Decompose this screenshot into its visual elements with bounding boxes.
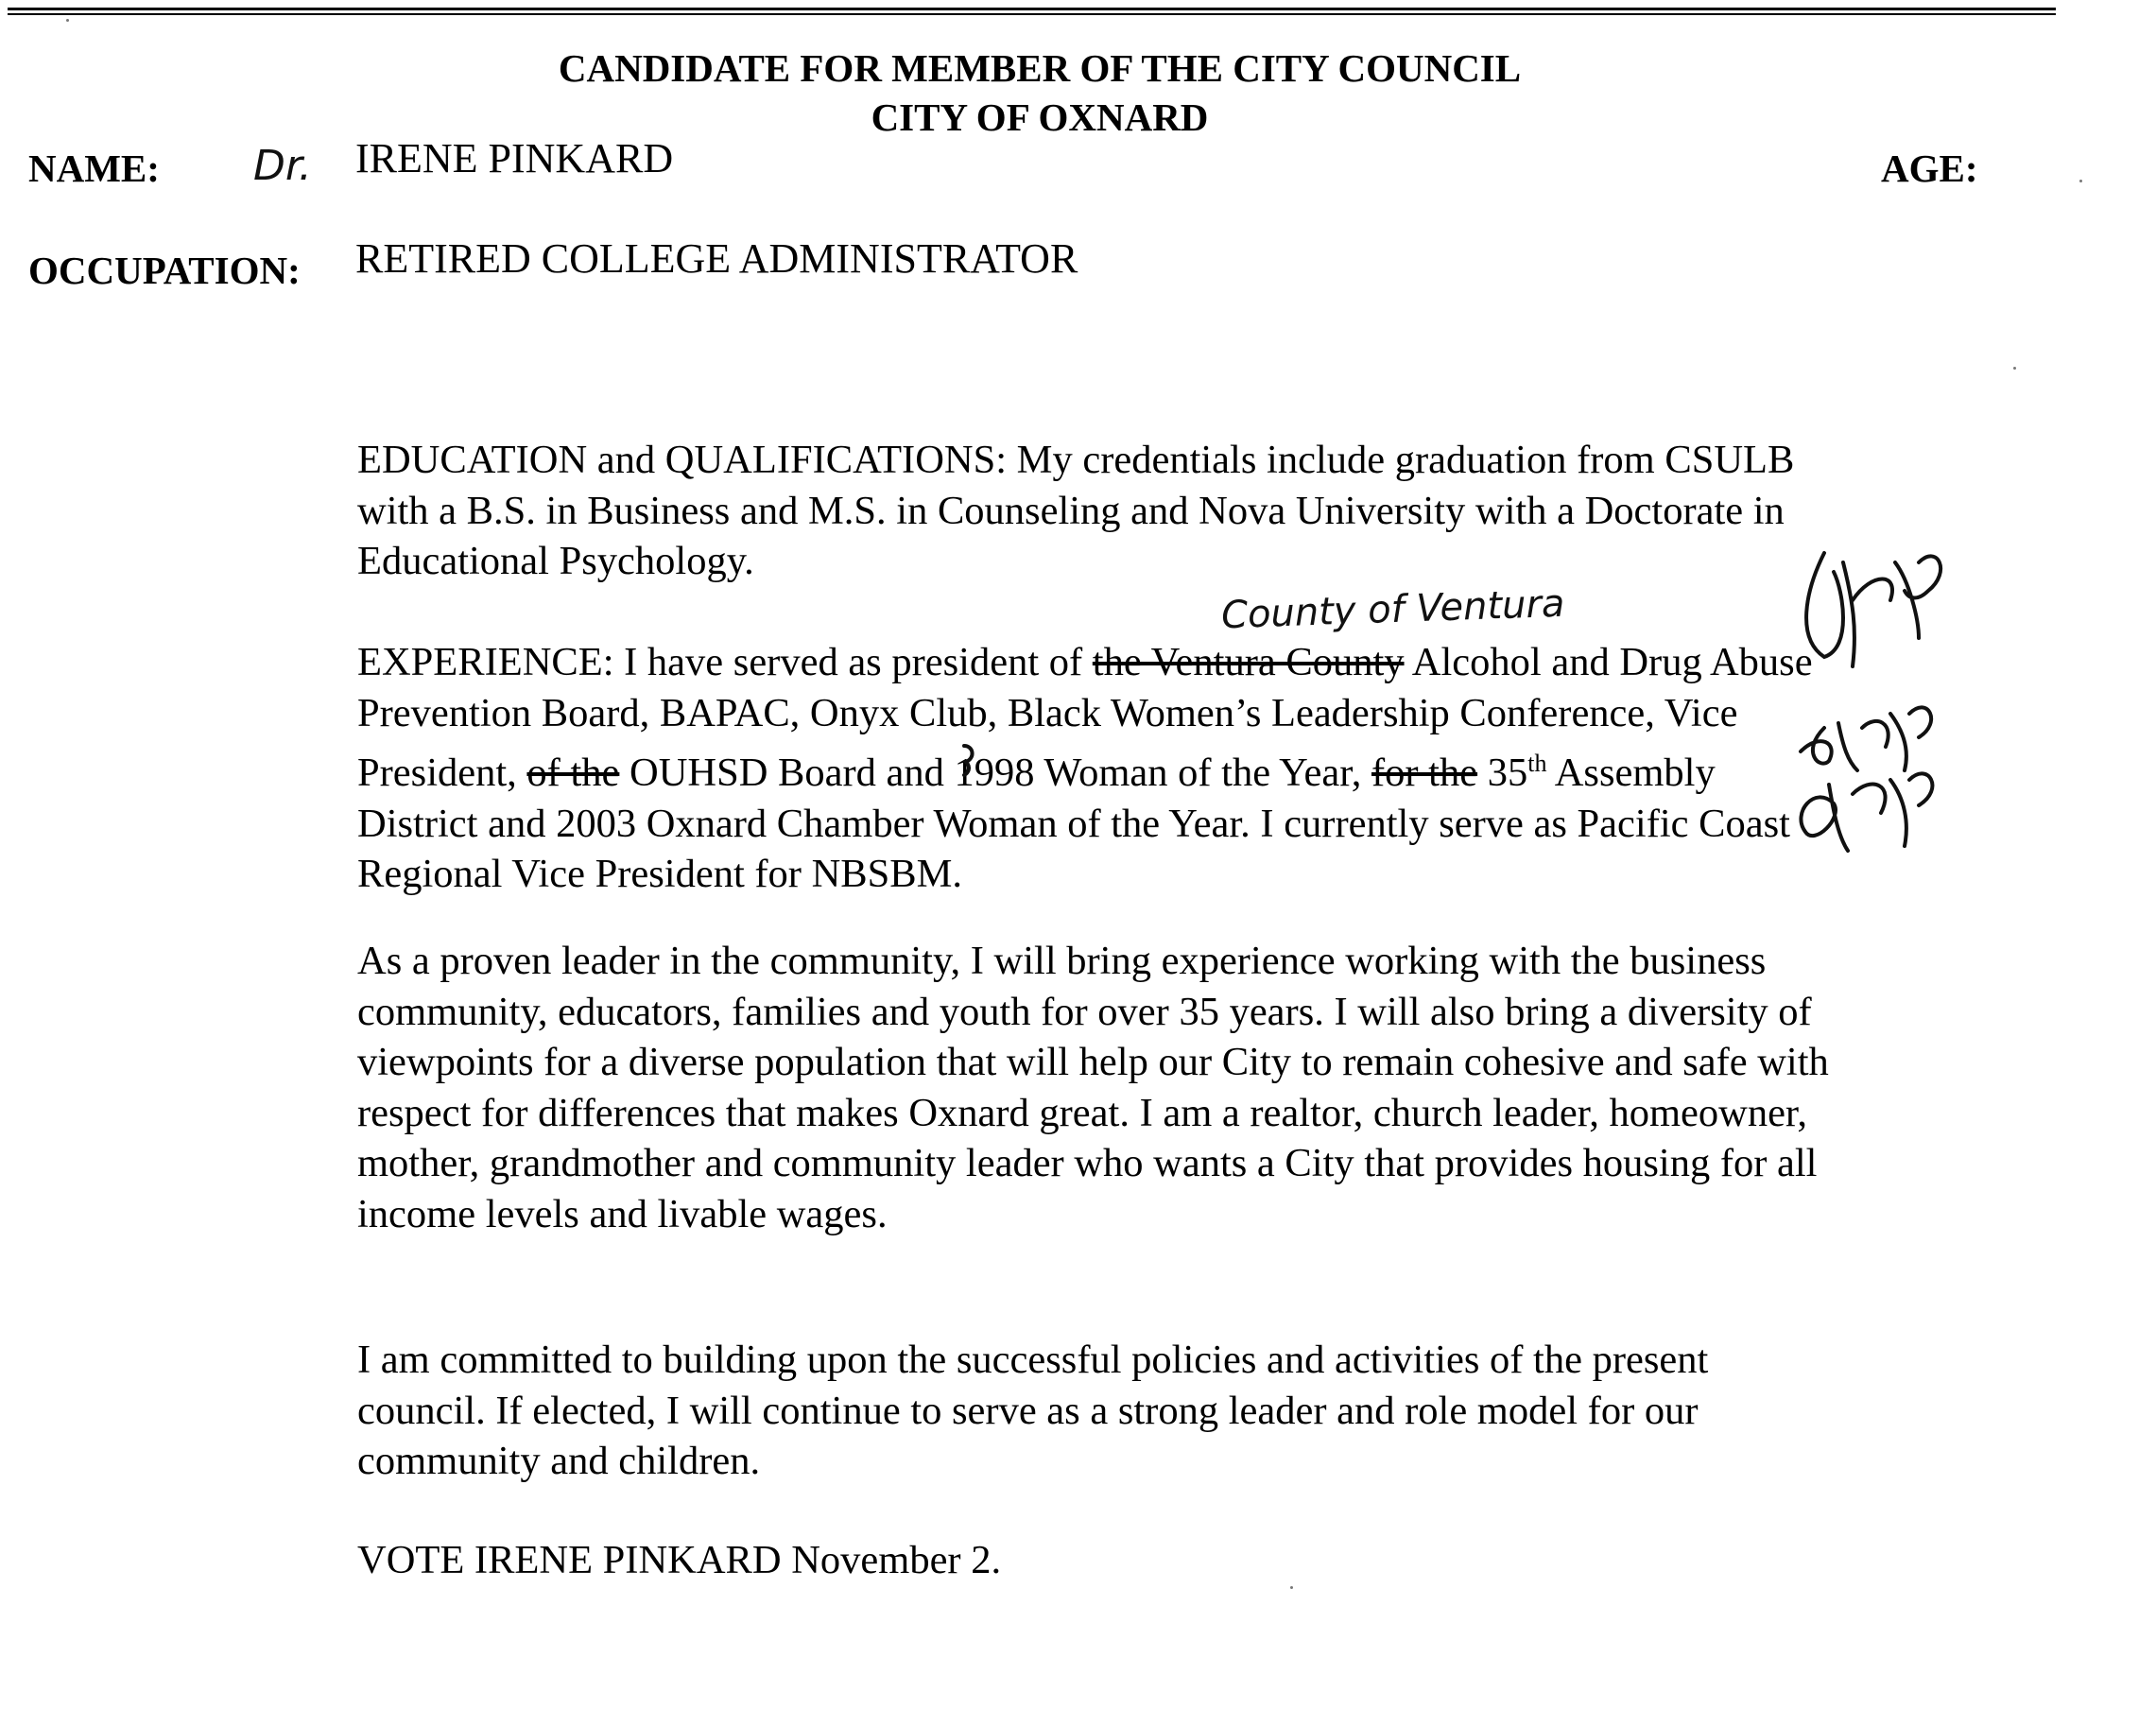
- scan-speck: [2013, 367, 2016, 370]
- top-rule: [8, 8, 2056, 10]
- name-label: NAME:: [28, 147, 160, 190]
- experience-part-5: Assembly District and 2003 Oxnard Chamber Woman of the Year. I currently serve as Pacific Coast Regional Vice President for NBSBM.: [357, 751, 1790, 897]
- closing-text: VOTE IRENE PINKARD November 2.: [357, 1538, 1002, 1582]
- education-text: EDUCATION and QUALIFICATIONS: My credentials include graduation from CSULB with a B.S. in Business and M.S. in Counseling and Nova University with a Doctorate in Educational Psychology.: [357, 438, 1795, 583]
- community-paragraph: [357, 936, 1832, 1239]
- commitment-text: I am committed to building upon the successful policies and activities of the present council. If elected, I will continue to serve as a strong leader and role model for our community and children.: [357, 1338, 1709, 1483]
- scan-speck: [1290, 1586, 1293, 1589]
- ordinal-suffix: th: [1527, 750, 1547, 777]
- closing-line: [357, 1535, 1832, 1586]
- community-text: As a proven leader in the community, I will bring experience working with the business community, educators, families and youth for over 35 years. I will also bring a diversity of viewpoints for a diverse population that will help our City to remain cohesive and safe with respect for differences that makes Oxnard great. I am a realtor, church leader, homeowner, mother, grandmother and community leader who wants a City that provides housing for all income levels and livable wages.: [357, 939, 1829, 1236]
- struck-text-2: of the: [526, 751, 620, 796]
- experience-paragraph: [357, 637, 1832, 900]
- experience-part-3: OUHSD Board and 1998 Woman of the Year,: [619, 751, 1371, 796]
- struck-text-3: for the: [1371, 751, 1478, 796]
- initials-signature-3: [1777, 756, 1947, 860]
- occupation-label: OCCUPATION:: [28, 249, 301, 292]
- occupation-value: RETIRED COLLEGE ADMINISTRATOR: [355, 235, 1078, 282]
- initials-signature-1: [1786, 534, 1957, 676]
- experience-text: [357, 637, 1832, 900]
- experience-part-4: 35: [1477, 751, 1528, 796]
- experience-part-2: Alcohol and Drug Abuse Prevention Board, BAPAC, Onyx Club, Black Women’s Leadership Conference, Vice President,: [357, 640, 1813, 796]
- scan-speck: [2079, 180, 2082, 182]
- experience-part-1: EXPERIENCE: I have served as president of: [357, 640, 1093, 684]
- scan-speck: [66, 19, 69, 22]
- handwritten-insert: County of Ventura: [1220, 581, 1566, 638]
- education-paragraph: [357, 435, 1832, 587]
- insertion-caret: [955, 741, 983, 779]
- document-title: CANDIDATE FOR MEMBER OF THE CITY COUNCIL: [558, 46, 1522, 90]
- name-prefix-handwritten: Dr.: [253, 142, 312, 190]
- name-value: IRENE PINKARD: [355, 135, 674, 181]
- struck-text-1: the Ventura County: [1092, 640, 1405, 684]
- document-subtitle: CITY OF OXNARD: [871, 95, 1209, 139]
- age-label: AGE:: [1881, 147, 1978, 190]
- commitment-paragraph: [357, 1335, 1832, 1487]
- top-rule-thin: [8, 13, 2056, 15]
